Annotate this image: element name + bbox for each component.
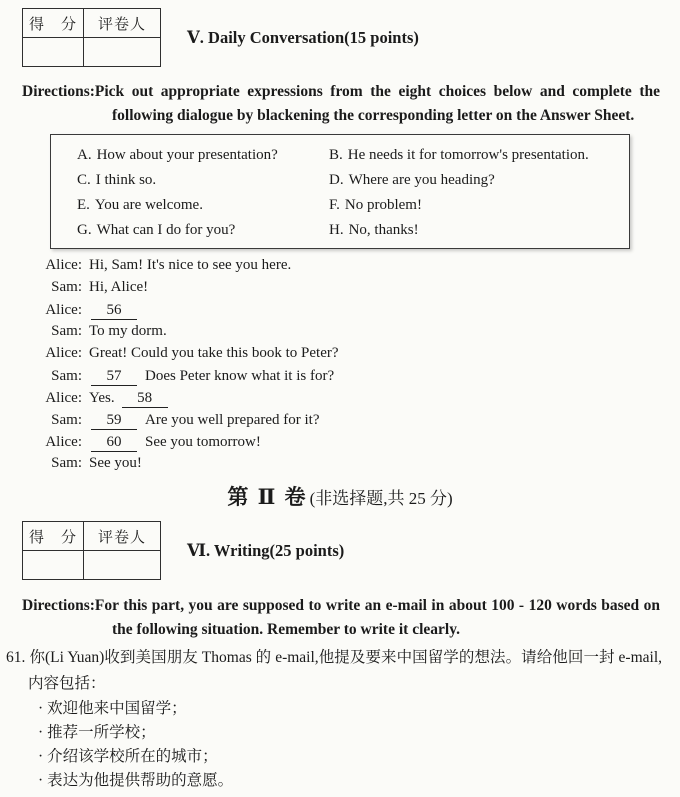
dialogue-line — [20, 389, 680, 411]
bullet-item — [38, 769, 680, 793]
section5-title: Ⅴ. Daily Conversation(15 points) — [187, 27, 419, 47]
directions-text: For this part, you are supposed to write an e-mail in about 100 - 120 words based on the following situation. Remember to write it clearly. — [94, 597, 660, 638]
answer-blank: 57 — [91, 367, 137, 386]
score-cell-empty — [23, 551, 84, 580]
speaker-label: Sam: — [51, 279, 82, 295]
choice-text: How about your presentation? — [96, 147, 278, 163]
choice-item-f — [329, 193, 621, 218]
dialogue-line — [20, 345, 680, 367]
writing-prompt — [6, 645, 662, 697]
choice-text: No problem! — [344, 197, 422, 213]
dialogue-line — [20, 367, 680, 389]
speaker-label: Sam: — [51, 368, 82, 384]
score-cell-empty — [23, 38, 84, 67]
dialogue-text: Yes. — [89, 390, 115, 406]
dialogue-line — [20, 323, 680, 345]
dialogue-line — [20, 301, 680, 323]
bullet-dot: · — [38, 700, 44, 717]
bullet-dot: · — [38, 772, 44, 789]
dialogue-text: To my dorm. — [89, 323, 167, 339]
bullet-text: 推荐一所学校； — [47, 724, 156, 741]
score-label: 得 分 — [23, 9, 84, 38]
choice-letter: B. — [329, 147, 343, 163]
answer-blank: 59 — [91, 411, 137, 430]
dialogue-text: Are you well prepared for it? — [145, 412, 320, 428]
directions-text: Pick out appropriate expressions from the eight choices below and complete the following dialogue by blackening the corresponding letter on the Answer Sheet. — [94, 83, 660, 124]
dialogue-text: See you! — [89, 455, 142, 471]
section6-directions — [22, 594, 660, 642]
choice-letter: G. — [77, 222, 92, 238]
choice-letter: E. — [77, 197, 90, 213]
choice-text: What can I do for you? — [96, 222, 236, 238]
speaker-label: Alice: — [45, 434, 82, 450]
choice-item-d — [329, 168, 621, 193]
part2-heading — [0, 481, 680, 509]
section6-title: Ⅵ. Writing(25 points) — [187, 540, 345, 560]
speaker-label: Sam: — [51, 412, 82, 428]
choice-letter: H. — [329, 222, 344, 238]
choice-item-e — [77, 193, 329, 218]
choice-letter: F. — [329, 197, 340, 213]
directions-label: Directions: — [22, 597, 95, 614]
speaker-label: Sam: — [51, 455, 82, 471]
choice-item-g — [77, 218, 329, 243]
part2-subtitle: (非选择题,共 25 分) — [309, 489, 453, 508]
score-table — [22, 521, 161, 580]
score-table — [22, 8, 161, 67]
dialogue-text: Hi, Alice! — [89, 279, 149, 295]
speaker-label: Alice: — [45, 345, 82, 361]
answer-blank: 56 — [91, 301, 137, 320]
choice-text: You are welcome. — [94, 197, 203, 213]
section5-header — [22, 0, 680, 67]
directions-label: Directions: — [22, 83, 95, 100]
grader-cell-empty — [84, 551, 161, 580]
dialogue-text: Hi, Sam! It's nice to see you here. — [89, 257, 292, 273]
answer-blank: 58 — [122, 389, 168, 408]
speaker-label: Alice: — [45, 302, 82, 318]
dialogue-line — [20, 455, 680, 477]
dialogue-text: Does Peter know what it is for? — [145, 368, 335, 384]
choice-text: He needs it for tomorrow's presentation. — [347, 147, 589, 163]
dialogue-line — [20, 433, 680, 455]
item-number: 61. — [6, 649, 26, 666]
grader-label: 评卷人 — [84, 9, 161, 38]
dialogue-line — [20, 279, 680, 301]
bullet-item — [38, 745, 680, 769]
bullet-item — [38, 721, 680, 745]
section5-directions — [22, 80, 660, 128]
speaker-label: Alice: — [45, 257, 82, 273]
choices-box — [50, 134, 630, 249]
choice-letter: C. — [77, 172, 91, 188]
dialogue-text: Great! Could you take this book to Peter? — [89, 345, 339, 361]
speaker-label: Sam: — [51, 323, 82, 339]
bullet-text: 介绍该学校所在的城市； — [47, 748, 218, 765]
choice-item-c — [77, 168, 329, 193]
bullet-dot: · — [38, 748, 44, 765]
choice-item-a — [77, 143, 329, 168]
item-text: 你(Li Yuan)收到美国朋友 Thomas 的 e-mail,他提及要来中国留学的想法。请给他回一封 e-mail, 内容包括： — [28, 649, 662, 692]
bullet-item — [38, 697, 680, 721]
choice-item-b — [329, 143, 621, 168]
speaker-label: Alice: — [45, 390, 82, 406]
choice-text: I think so. — [95, 172, 157, 188]
prompt-bullets — [38, 697, 680, 793]
choice-letter: A. — [77, 147, 92, 163]
choice-text: Where are you heading? — [348, 172, 495, 188]
dialogue-line — [20, 411, 680, 433]
choice-item-h — [329, 218, 621, 243]
choice-letter: D. — [329, 172, 344, 188]
grader-label: 评卷人 — [84, 522, 161, 551]
choice-text: No, thanks! — [348, 222, 419, 238]
dialogue-line — [20, 257, 680, 279]
section6-header — [22, 521, 680, 580]
score-label: 得 分 — [23, 522, 84, 551]
bullet-dot: · — [38, 724, 44, 741]
dialogue-text: See you tomorrow! — [145, 434, 261, 450]
part2-title: 第 Ⅱ 卷 — [227, 485, 308, 509]
bullet-text: 表达为他提供帮助的意愿。 — [47, 772, 234, 789]
bullet-text: 欢迎他来中国留学； — [47, 700, 187, 717]
grader-cell-empty — [84, 38, 161, 67]
dialogue — [20, 257, 680, 477]
answer-blank: 60 — [91, 433, 137, 452]
